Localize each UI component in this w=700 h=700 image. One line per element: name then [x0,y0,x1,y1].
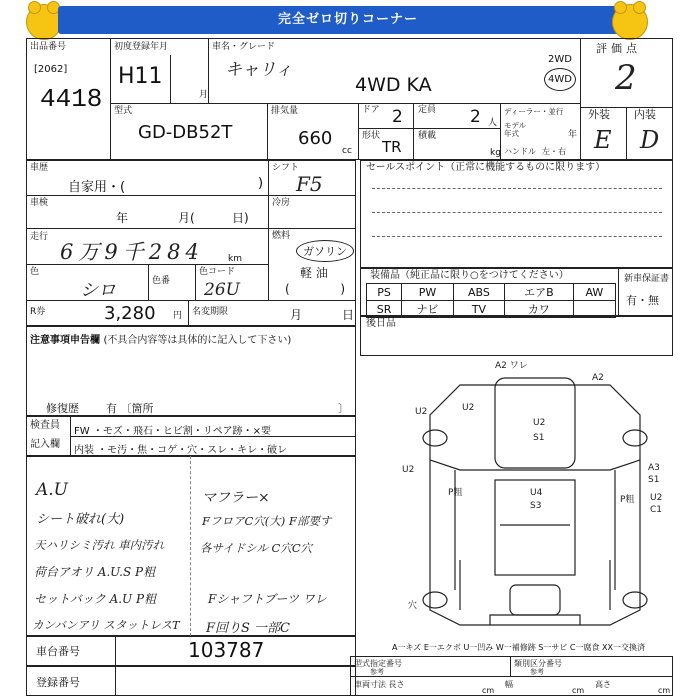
capacity-value: 2 [470,107,481,127]
mark-u4: U4 [530,488,543,498]
year-unit: 年 [568,130,578,140]
color-number-label: 色番 [152,276,171,286]
capacity-label: 定員 [418,105,437,115]
inspection-month-unit: 月( [178,211,195,225]
warranty-label: 新車保証書 [624,274,670,284]
mascot-right-icon [612,4,648,40]
drive-2wd: 2WD [548,54,572,65]
warranty-value: 有・無 [626,294,659,307]
equip-tv: TV [453,301,504,318]
handle-label: ハンドル [504,147,536,156]
note-right-4: Fシャフトブーツ ワレ [208,592,327,606]
wheel-fl [423,430,447,446]
length-label: 車両寸法 長さ [354,680,405,689]
ref-1: 参考 [370,668,384,676]
color-code-label: 色コード [199,267,236,277]
note-4: 荷台アオリ A.U.S P粗 [34,565,156,579]
meigi-label: 名変期限 [192,307,229,317]
ac-label: 冷房 [272,198,291,208]
chassis-label: 車台番号 [36,645,80,658]
car-grade: 4WD KA [355,74,432,96]
mark-s1-a: S1 [533,433,545,443]
mark-a2-ware: A2 ワレ [495,361,528,371]
equip-abs: ABS [453,284,504,301]
interior-label: 内装 [634,108,656,121]
body-side-outline [430,460,640,625]
chassis-value: 103787 [188,638,265,662]
unit-cm-2: cm [572,686,585,695]
capacity-unit: 人 [488,118,498,128]
fuel-bracket: ( ) [285,282,345,296]
lot-sub-code: [2062] [34,64,68,75]
history-label: 車歴 [30,163,49,173]
note-right-1: マフラー× [202,490,270,506]
color-code-value: 26U [204,280,240,300]
mark-u2-a: U2 [415,407,428,417]
equip-airbag: エアB [505,284,574,301]
equip-pw: PW [402,284,454,301]
load-label: 積載 [418,131,437,141]
r-ticket-value: 3,280 [104,303,156,324]
class-number-label: 類別区分番号 [514,659,562,668]
displacement-value: 660 [298,128,333,149]
mileage-unit: km [228,254,242,264]
width-label: 幅 [505,680,513,689]
month-unit: 月 [199,90,209,100]
registration-label: 登録番号 [36,676,80,689]
back-seat-box [360,316,673,356]
mark-hole: 穴 [408,601,418,611]
car-diagram [400,360,670,638]
mark-a2: A2 [592,373,604,383]
mark-c1: C1 [650,505,663,515]
rating-label: 評価点 [596,42,641,55]
note-right-2: FフロアC穴(大) F部要す [202,514,332,528]
wheel-fr [623,430,647,446]
note-6: カンバンアリ スタットレスT [32,618,180,632]
car-name-label: 車名・グレード [212,42,276,52]
note-1: A.U [36,480,69,500]
mark-u2-b: U2 [462,403,475,413]
repair-value: 有 〔箇所 [106,402,154,415]
displacement-label: 排気量 [271,106,299,116]
mark-s1-b: S1 [648,475,660,485]
first-reg-era: H11 [118,64,163,89]
doors-value: 2 [392,107,403,127]
shape-label: 形状 [362,131,381,141]
doors-label: ドア [362,105,380,115]
lot-number-label: 出品番号 [30,42,67,52]
fuel-diesel: 軽 油 [300,266,328,280]
mileage-value: 6万9千284 [60,240,204,264]
equip-blank [573,301,615,318]
inspection-label: 車検 [30,198,49,208]
equip-sr: SR [367,301,402,318]
back-seat-label: 後日品 [366,318,396,329]
inspector-label-2: 記入欄 [30,439,60,450]
type-number-label: 型式指定番号 [354,659,402,668]
first-reg-label: 初度登録年月 [114,42,169,52]
mark-a3: A3 [648,463,660,473]
damage-legend: A一キズ E一エクボ U一凹み W一補修跡 S一サビ C一腐食 XX一交換済 [392,643,646,652]
banner-title: 完全ゼロ切りコーナー [58,6,638,34]
fuel-gasoline: ガソリン [296,240,354,262]
mascot-left-icon [26,4,62,40]
wheel-rr [623,592,647,608]
sales-point-label: セールスポイント（正常に機能するものに限ります） [366,162,606,173]
ref-2: 参考 [530,668,544,676]
mark-p-left: P粗 [448,488,463,498]
mark-u2-e: U2 [650,493,663,503]
inspection-year-unit: 年 [116,211,129,225]
exterior-value: E [594,126,612,154]
lot-number: 4418 [40,84,103,114]
note-5: セットバック A.U P粗 [34,592,157,606]
r-ticket-unit: 円 [173,311,183,321]
height-label: 高さ [595,680,611,689]
inspection-day-unit: 日) [232,211,249,225]
history-value: 自家用・( [68,180,126,195]
repair-close: 〕 [338,402,349,415]
r-ticket-label: R券 [30,307,46,317]
inspector-label: 検査員 [30,420,60,431]
load-unit: kg [490,148,501,158]
notes-label [30,331,291,346]
notes-sub: (不具合内容等は具体的に記入して下さい) [103,335,292,346]
equip-aw: AW [573,284,615,301]
mark-p-right: P粗 [620,495,635,505]
exterior-label: 外装 [588,108,610,121]
meigi-day-unit: 日 [342,308,355,322]
dealer-label: ディーラー・並行 [504,107,564,116]
mileage-label: 走行 [30,232,49,242]
note-3: 天ハリシミ汚れ 車内汚れ [34,538,165,552]
equip-navi: ナビ [402,301,454,318]
meigi-month-unit: 月 [290,308,303,322]
car-name: キャリィ [225,60,293,80]
equipment-label: 装備品（純正品に限り○をつけてください） [370,270,569,281]
unit-cm-3: cm [658,686,671,695]
unit-cm-1: cm [482,686,495,695]
equipment-table [366,283,616,318]
note-2: シート破れ(大) [36,512,125,527]
model-year-label: モデル年式 [504,121,527,138]
fuel-label: 燃料 [272,231,291,241]
shape-value: TR [382,138,402,156]
note-right-3: 各サイドシル C穴C穴 [200,541,313,555]
color-label: 色 [30,267,40,277]
displacement-unit: cc [342,146,352,156]
mark-u2-c: U2 [533,418,546,428]
mark-u2-d: U2 [402,465,415,475]
history-close: ) [258,176,264,191]
handle-opts: 左・右 [542,147,566,156]
mark-s3: S3 [530,501,542,511]
shift-label: シフト [272,163,300,173]
repair-label: 修復歴 [46,402,79,415]
wheel-rl [423,592,447,608]
model-label: 型式 [114,106,133,116]
top-info-grid [26,38,673,160]
rating-value: 2 [615,58,637,98]
drive-4wd: 4WD [544,68,576,91]
notes-title: 注意事項申告欄 [30,335,100,346]
inspector-row-1: FW ・モズ・飛石・ヒビ割・リペア跡・×要 [74,426,271,437]
inspector-row-2: 内装 ・モ汚・焦・コゲ・穴・スレ・キレ・破レ [74,445,288,456]
rear-panel [510,585,560,615]
interior-value: D [640,126,660,154]
model-value: GD-DB52T [138,122,233,143]
note-right-5: F回りS 一部C [206,621,291,636]
color-value: シロ [80,280,116,301]
equip-leather: カワ [505,301,574,318]
sales-point-box [360,160,673,268]
equip-ps: PS [367,284,402,301]
shift-value: F5 [296,172,323,196]
